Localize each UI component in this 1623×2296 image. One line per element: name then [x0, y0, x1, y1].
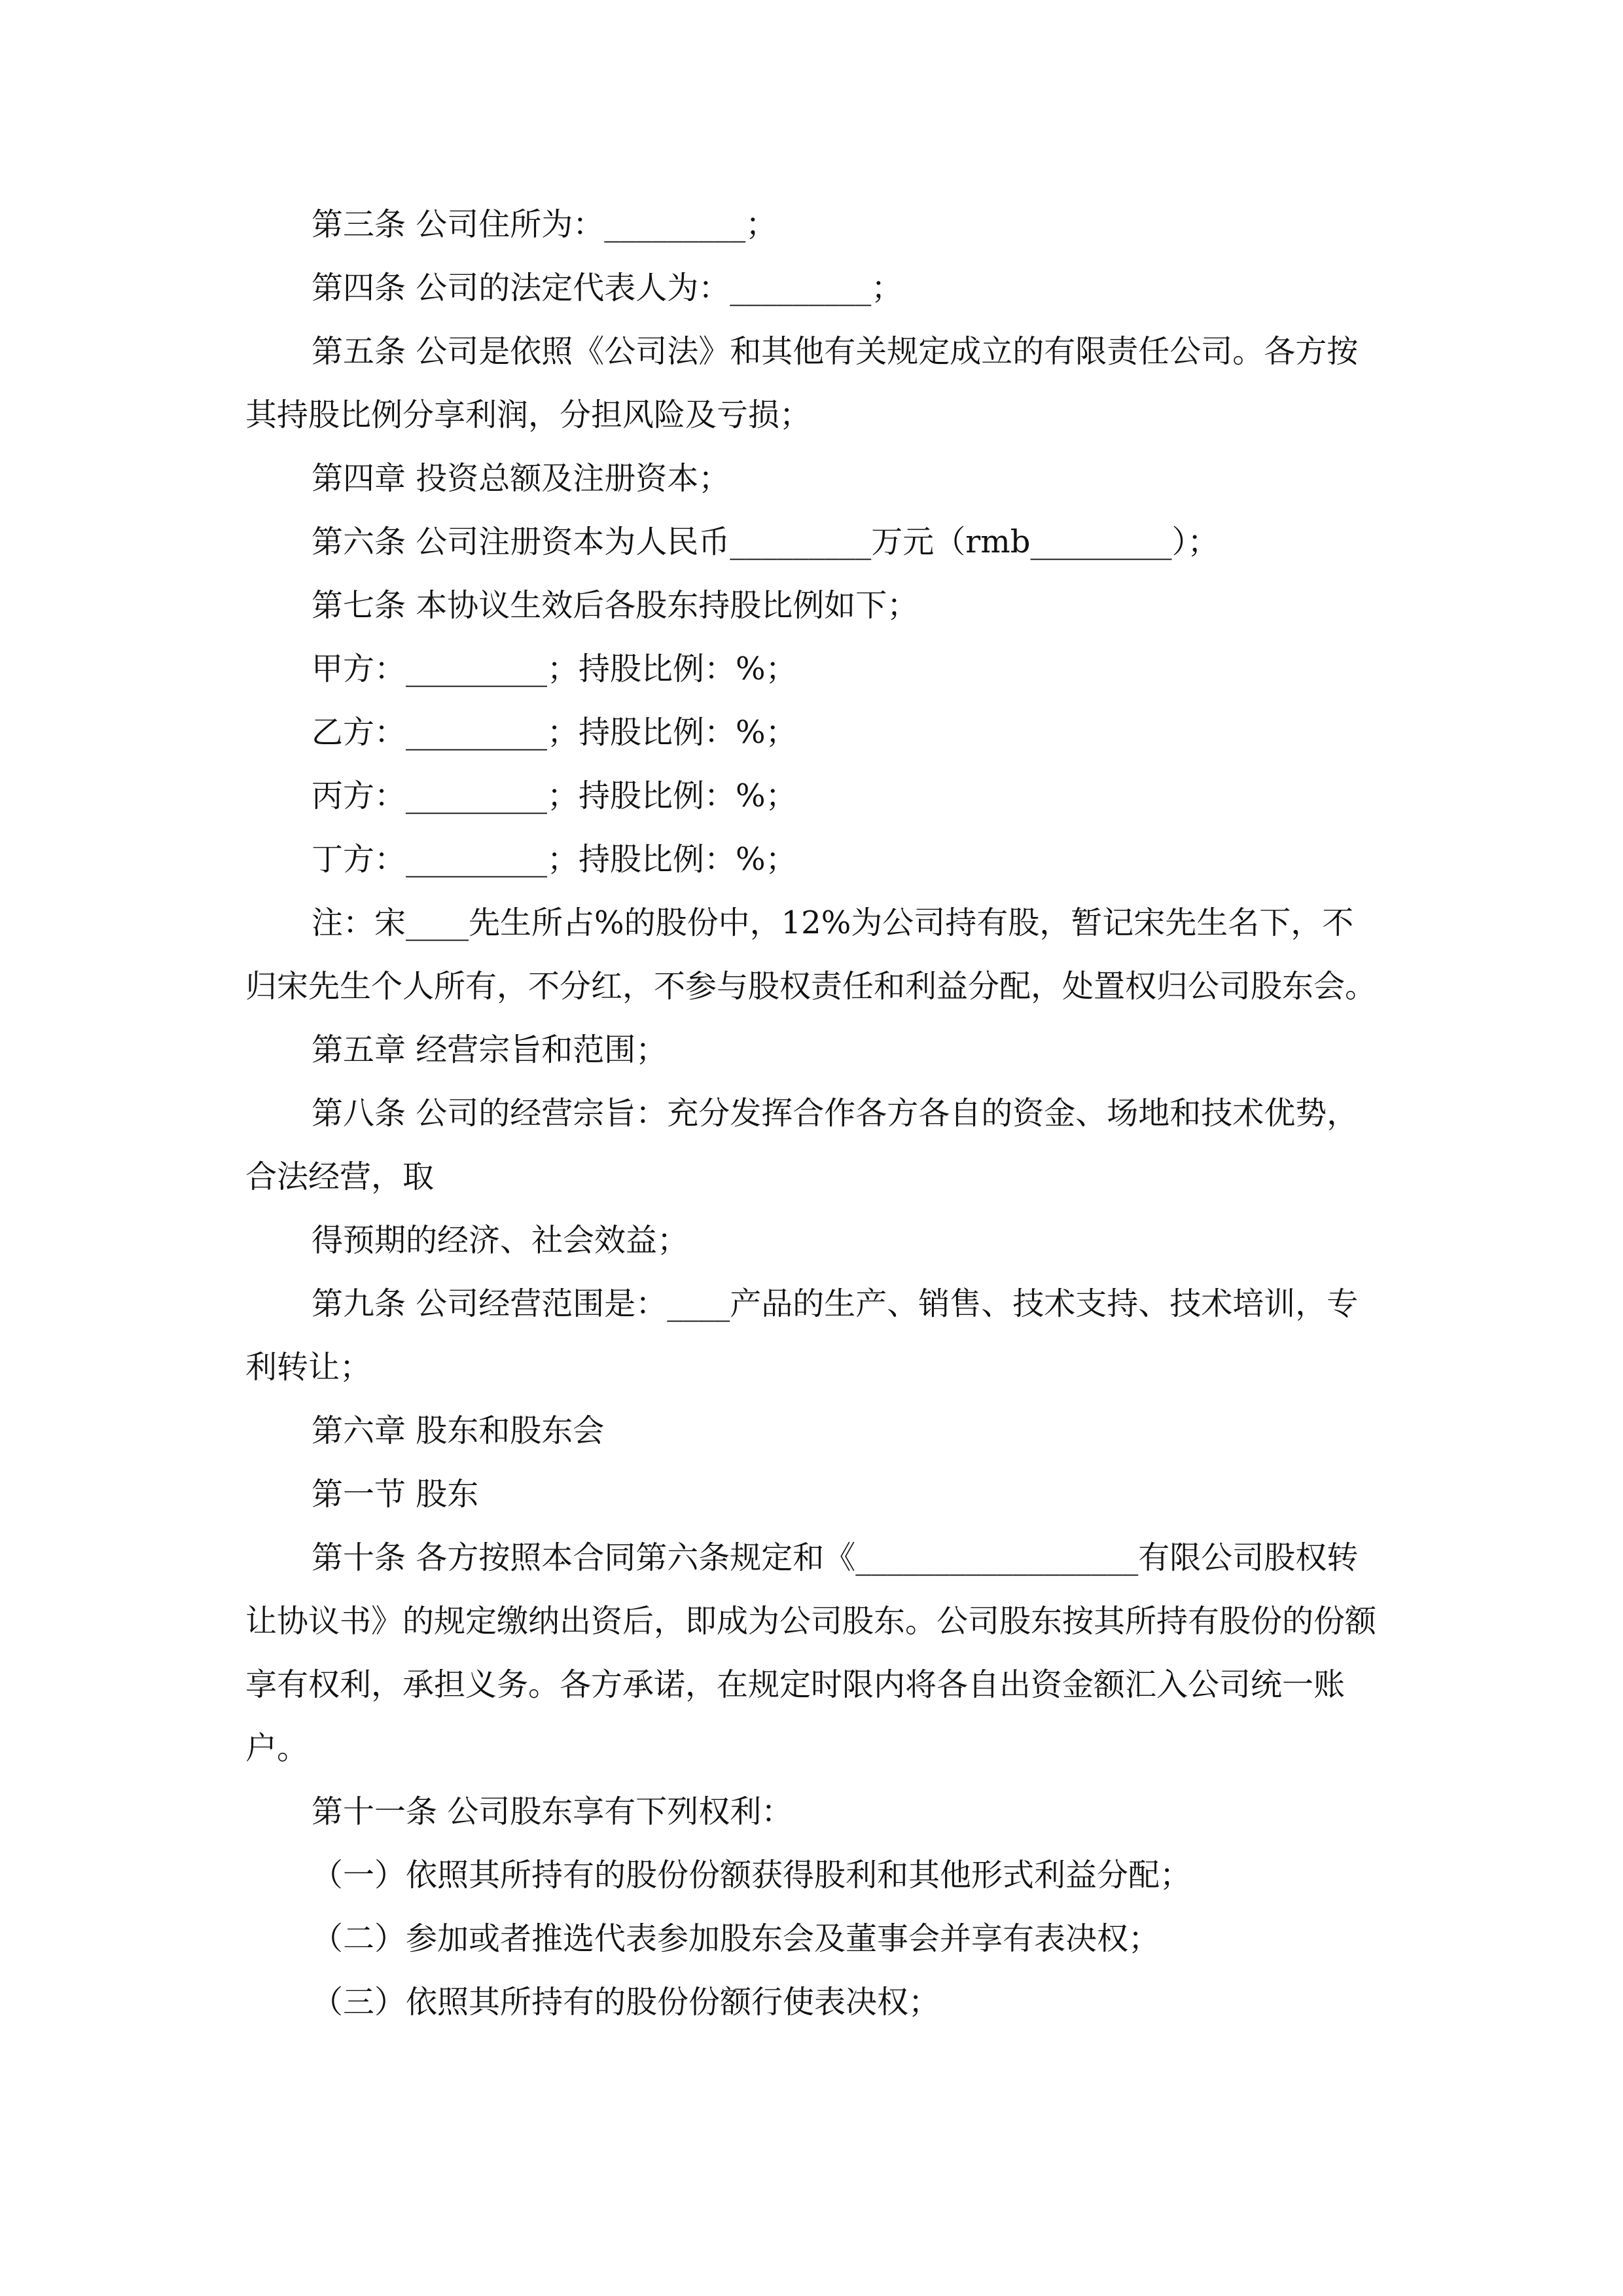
party-d-share: 丁方：_________；持股比例：%；: [312, 841, 797, 878]
party-c-share: 丙方：_________；持股比例：%；: [312, 778, 797, 814]
article-4-legal-representative: 第四条 公司的法定代表人为：_________；: [312, 270, 903, 306]
document-body: [245, 193, 1381, 2034]
party-a-share: 甲方：_________；持股比例：%；: [312, 651, 797, 687]
chapter-6-heading: 第六章 股东和股东会: [312, 1412, 605, 1449]
article-6-registered-capital: 第六条 公司注册资本为人民币_________万元（rmb_________）；: [312, 524, 1219, 560]
article-8-purpose: 第八条 公司的经营宗旨：充分发挥合作各方各自的资金、场地和技术优势，合法经营，取: [245, 1095, 1359, 1195]
note-paragraph: 注：宋____先生所占%的股份中，12%为公司持有股，暂记宋先生名下，不归宋先生个人所有，不分红，不参与股权责任和利益分配，处置权归公司股东会。: [245, 905, 1377, 1005]
party-b-share: 乙方：_________；持股比例：%；: [312, 714, 797, 751]
article-9-scope: 第九条 公司经营范围是：____产品的生产、销售、技术支持、技术培训，专利转让；: [245, 1285, 1359, 1386]
article-11-rights: 第十一条 公司股东享有下列权利：: [312, 1793, 793, 1830]
article-7-shareholding: 第七条 本协议生效后各股东持股比例如下；: [312, 587, 919, 624]
article-8-purpose-continued: 得预期的经济、社会效益；: [312, 1222, 689, 1259]
section-1-heading: 第一节 股东: [312, 1476, 479, 1513]
chapter-4-heading: 第四章 投资总额及注册资本；: [312, 460, 730, 497]
right-item-1: （一）依照其所持有的股份份额获得股利和其他形式利益分配；: [312, 1857, 1192, 1893]
article-3-address: 第三条 公司住所为：_________；: [312, 206, 777, 243]
article-5-company-nature: 第五条 公司是依照《公司法》和其他有关规定成立的有限责任公司。各方按其持股比例分享利润，分担风险及亏损；: [245, 333, 1359, 433]
chapter-5-heading: 第五章 经营宗旨和范围；: [312, 1031, 668, 1068]
right-item-2: （二）参加或者推选代表参加股东会及董事会并享有表决权；: [312, 1920, 1160, 1957]
right-item-3: （三）依照其所持有的股份份额行使表决权；: [312, 1984, 940, 2020]
article-10-shareholders: 第十条 各方按照本合同第六条规定和《__________________有限公司股权转让协议书》的规定缴纳出资后，即成为公司股东。公司股东按其所持有股份的份额享有权利，承担义务。各方承诺，在规定时限内将各自出资金额汇入公司统一账户。: [245, 1539, 1377, 1767]
